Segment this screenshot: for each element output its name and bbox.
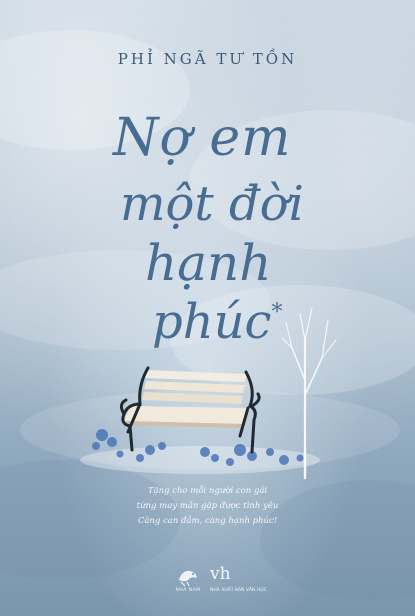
bench-scene [0,300,415,490]
dedication-text [0,484,415,529]
title-line-1: Nợ em [113,108,292,168]
author-name: PHỈ NGÃ TƯ TỒN [117,50,298,68]
dedication-line-2: từng may mắn gặp được tình yêu [136,501,279,511]
vh-logo: vh [210,564,231,584]
bench-icon [121,368,259,452]
nha-nam-logo-icon [176,566,200,588]
title-line-2: một đời [120,176,304,232]
dedication-line-1: Tặng cho mỗi người con gái [147,486,268,496]
title-line-3: hạnh [145,234,272,292]
dedication-line-3: Càng can đảm, càng hạnh phúc! [137,516,278,526]
publisher-name: NHÀ XUẤT BẢN VĂN HỌC [210,588,267,593]
title-line-4-text: phúc [152,294,272,350]
publisher-logos [0,566,415,606]
title-asterisk: * [271,300,283,325]
nha-nam-label: NHÃ NAM [175,588,201,593]
